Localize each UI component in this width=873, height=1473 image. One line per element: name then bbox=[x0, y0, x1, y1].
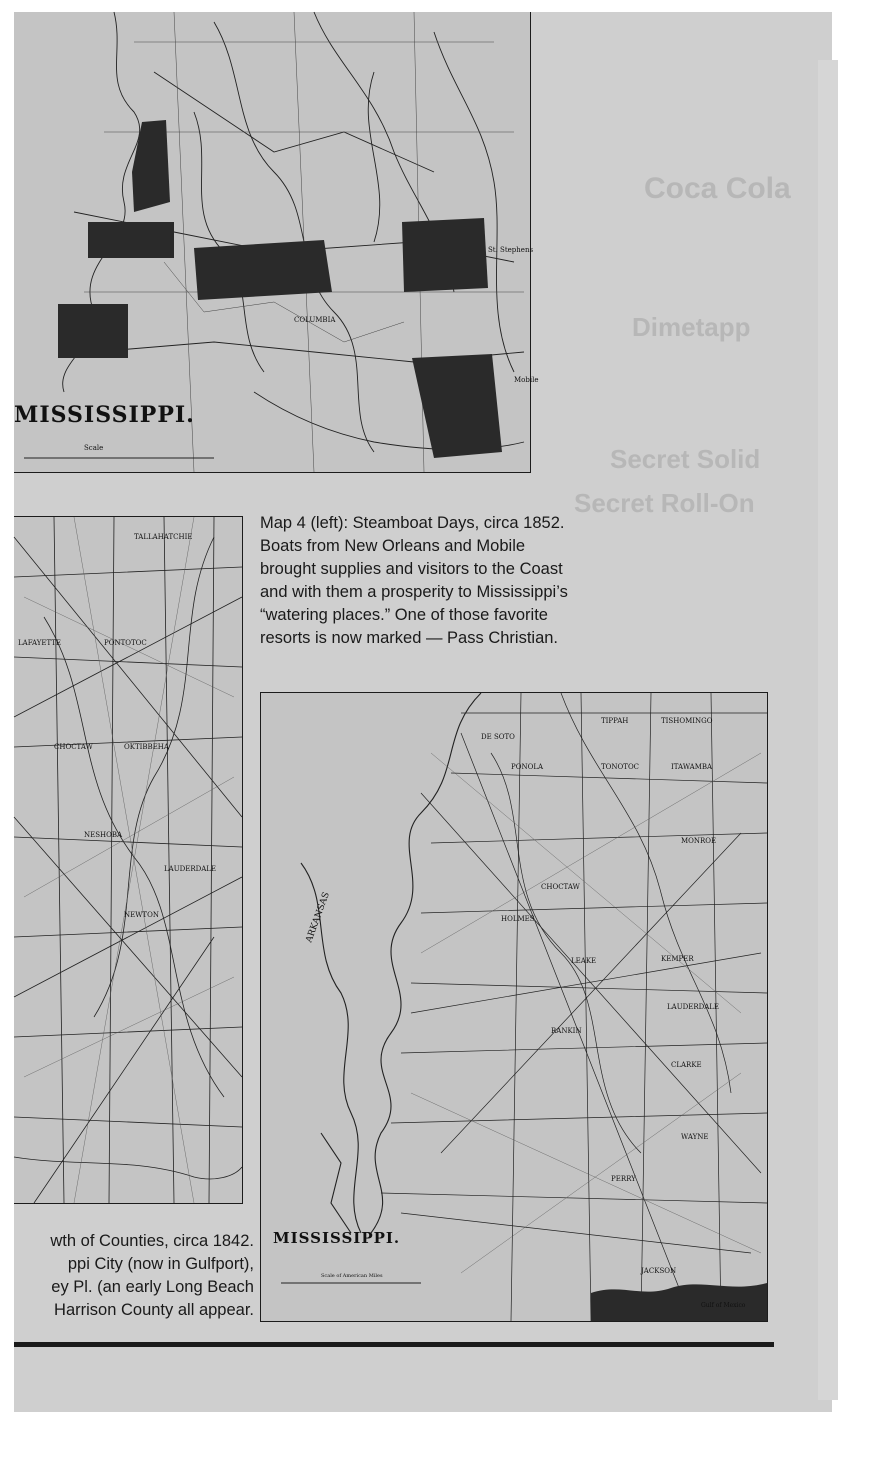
svg-text:CHOCTAW: CHOCTAW bbox=[54, 743, 93, 751]
svg-text:Mobile: Mobile bbox=[514, 376, 539, 384]
caption-line: ey Pl. (an early Long Beach bbox=[51, 1278, 254, 1296]
svg-text:Scale of American Miles: Scale of American Miles bbox=[321, 1273, 383, 1279]
paper-edge bbox=[818, 60, 838, 1400]
svg-text:MONROE: MONROE bbox=[681, 837, 717, 845]
svg-text:NESHOBA: NESHOBA bbox=[84, 831, 123, 839]
svg-text:OKTIBBEHA: OKTIBBEHA bbox=[124, 743, 169, 751]
svg-text:WAYNE: WAYNE bbox=[681, 1133, 709, 1141]
newspaper-page bbox=[14, 12, 832, 1412]
map-left-drawing bbox=[14, 517, 242, 1203]
map-growth-of-counties bbox=[14, 516, 243, 1204]
svg-text:TIPPAH: TIPPAH bbox=[601, 717, 629, 725]
svg-text:Gulf of Mexico: Gulf of Mexico bbox=[701, 1302, 746, 1309]
caption-line: Boats from New Orleans and Mobile bbox=[260, 537, 526, 555]
svg-text:TONOTOC: TONOTOC bbox=[601, 763, 640, 771]
bleed-through-text-2: Dimetapp bbox=[632, 312, 751, 342]
svg-text:PONOLA: PONOLA bbox=[511, 763, 544, 771]
caption-line: and with them a prosperity to Mississippi’s bbox=[260, 583, 568, 601]
svg-text:RANKIN: RANKIN bbox=[551, 1027, 582, 1035]
svg-text:CHOCTAW: CHOCTAW bbox=[541, 883, 580, 891]
svg-text:TALLAHATCHIE: TALLAHATCHIE bbox=[134, 533, 193, 541]
svg-text:LAFAYETTE: LAFAYETTE bbox=[18, 639, 62, 647]
caption-line: resorts is now marked — Pass Christian. bbox=[260, 629, 559, 647]
page-divider-rule bbox=[14, 1342, 774, 1347]
map-steamboat-days bbox=[14, 12, 539, 473]
caption-line: “watering places.” One of those favorite bbox=[260, 606, 548, 624]
caption-line: brought supplies and visitors to the Coast bbox=[260, 560, 563, 578]
caption-line: Harrison County all appear. bbox=[54, 1301, 254, 1319]
svg-text:HOLMES: HOLMES bbox=[501, 915, 535, 923]
svg-text:KEMPER: KEMPER bbox=[661, 955, 694, 963]
svg-text:ITAWAMBA: ITAWAMBA bbox=[671, 763, 713, 771]
caption-line: Map 4 (left): Steamboat Days, circa 1852. bbox=[260, 514, 565, 532]
map4-caption bbox=[260, 512, 640, 650]
svg-text:JACKSON: JACKSON bbox=[641, 1267, 677, 1275]
map-mississippi-railroads bbox=[260, 692, 768, 1322]
svg-text:TISHOMINGO: TISHOMINGO bbox=[661, 717, 713, 725]
caption-line: wth of Counties, circa 1842. bbox=[50, 1232, 254, 1250]
caption-line: ppi City (now in Gulfport), bbox=[67, 1255, 254, 1273]
svg-text:CLARKE: CLARKE bbox=[671, 1061, 702, 1069]
svg-text:LAUDERDALE: LAUDERDALE bbox=[164, 865, 217, 873]
svg-text:ARKANSAS: ARKANSAS bbox=[304, 890, 332, 945]
svg-text:PONTOTOC: PONTOTOC bbox=[104, 639, 147, 647]
map-right-drawing bbox=[261, 693, 767, 1321]
bleed-through-text-3: Secret Solid bbox=[610, 444, 761, 474]
svg-text:LAUDERDALE: LAUDERDALE bbox=[667, 1003, 720, 1011]
svg-text:DE SOTO: DE SOTO bbox=[481, 733, 515, 741]
counties-caption bbox=[14, 1230, 254, 1322]
svg-text:Scale: Scale bbox=[84, 444, 104, 452]
svg-text:COLUMBIA: COLUMBIA bbox=[294, 316, 336, 324]
map-right-title: MISSISSIPPI. bbox=[273, 1229, 401, 1247]
bleed-through-text-1: Coca Cola bbox=[644, 172, 791, 205]
svg-text:St. Stephens: St. Stephens bbox=[488, 246, 534, 254]
map-top-title: MISSISSIPPI. bbox=[14, 402, 195, 428]
bleed-through-text-4: Secret Roll-On bbox=[574, 488, 755, 518]
svg-text:NEWTON: NEWTON bbox=[124, 911, 159, 919]
svg-text:LEAKE: LEAKE bbox=[571, 957, 597, 965]
svg-text:PERRY: PERRY bbox=[611, 1175, 636, 1183]
